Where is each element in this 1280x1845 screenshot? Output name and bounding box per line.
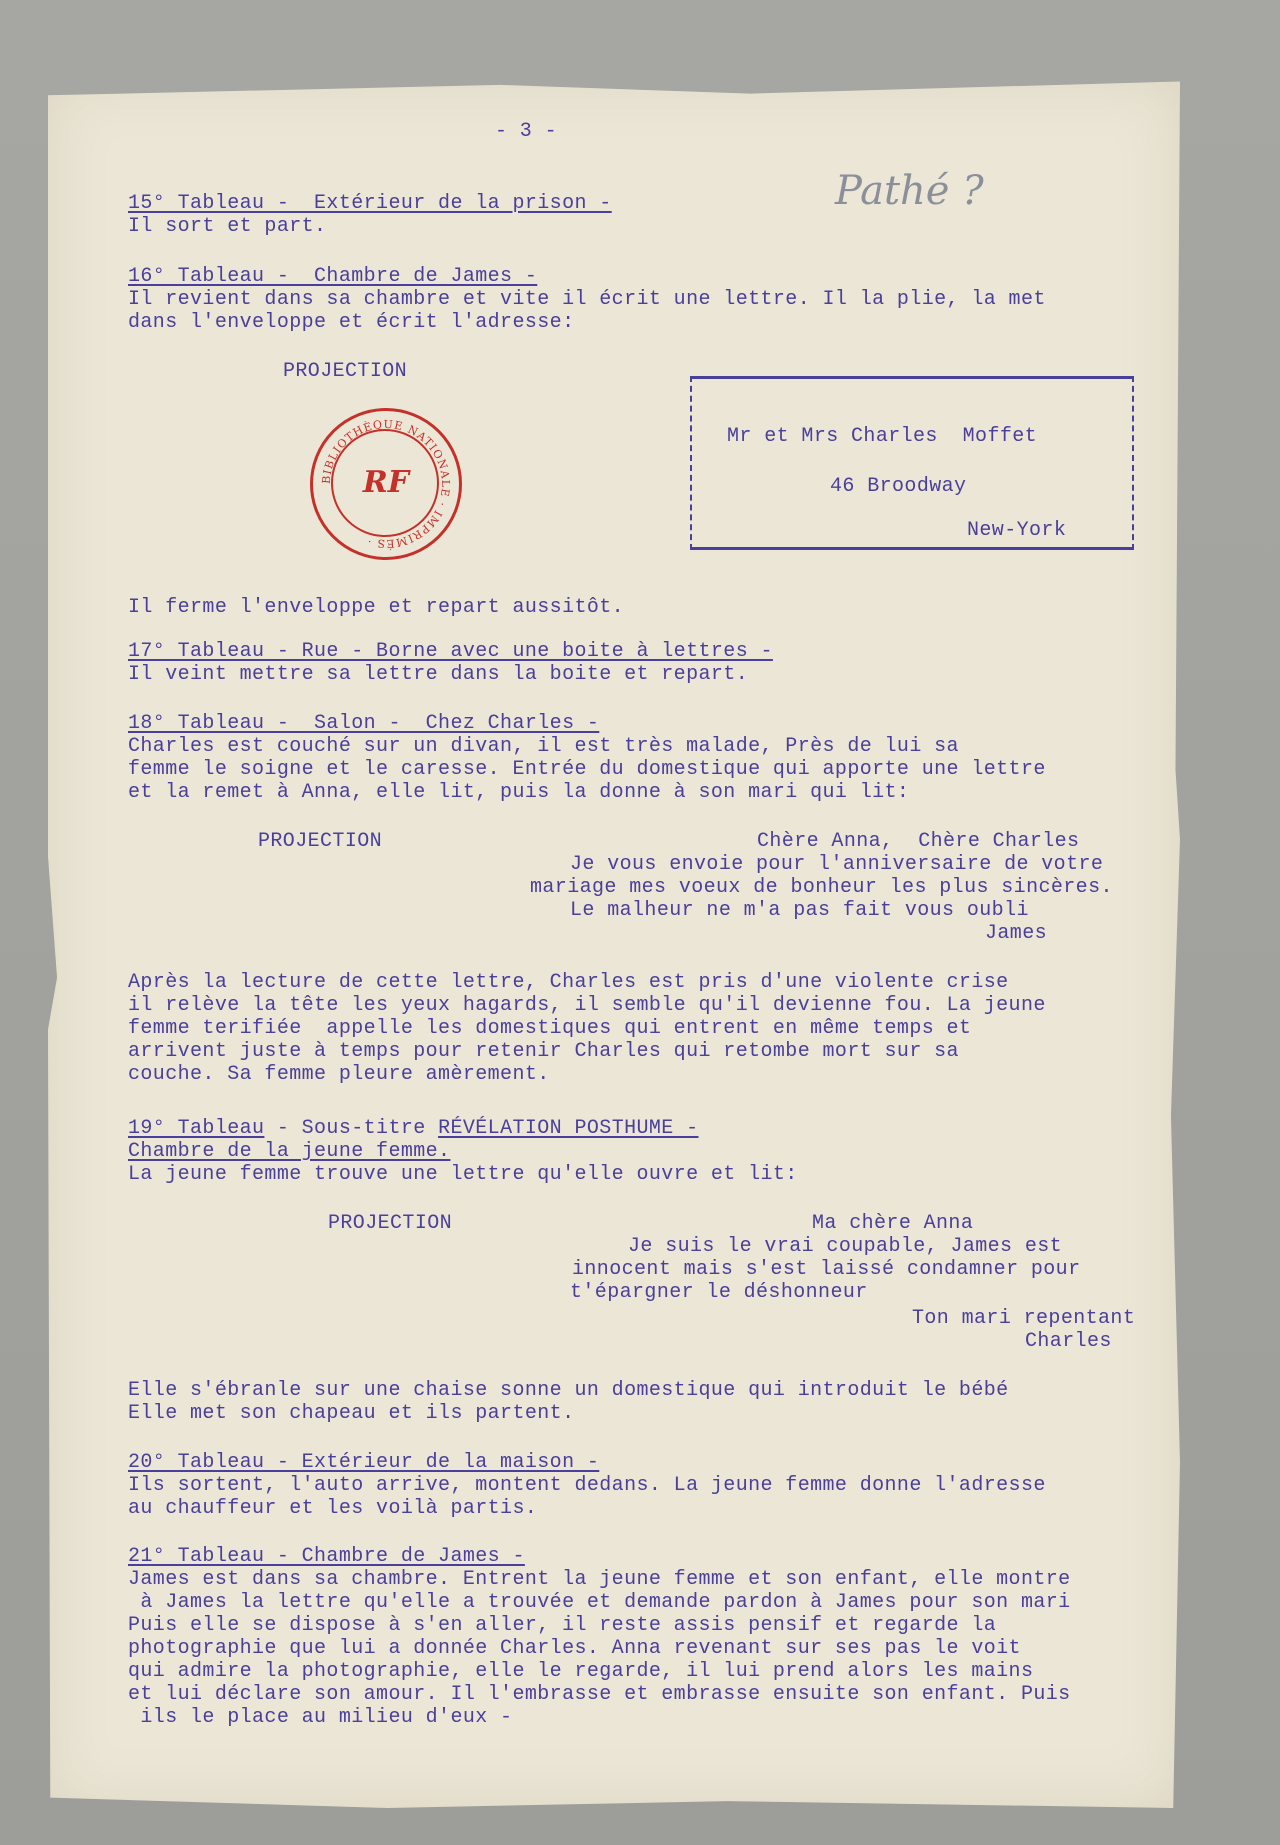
section-21-body-line: photographie que lui a donnée Charles. Anna revenant sur ses pas le voit	[128, 1637, 1021, 1660]
projection-label: PROJECTION	[328, 1212, 453, 1235]
library-stamp	[310, 408, 462, 560]
section-15-heading: 15° Tableau - Extérieur de la prison -	[128, 192, 612, 215]
section-16-body-line: dans l'enveloppe et écrit l'adresse:	[128, 311, 575, 334]
letter-line: innocent mais s'est laissé condamner pour	[572, 1258, 1081, 1281]
section-21-body-line: Puis elle se dispose à s'en aller, il reste assis pensif et regarde la	[128, 1614, 997, 1637]
section-20-heading: 20° Tableau - Extérieur de la maison -	[128, 1451, 600, 1474]
paragraph-line: Après la lecture de cette lettre, Charles est pris d'une violente crise	[128, 971, 1009, 994]
section-19-subtitle: RÉVÉLATION POSTHUME -	[438, 1117, 699, 1140]
section-19-heading-mid: - Sous-titre	[264, 1117, 439, 1140]
section-21-body-line: à James la lettre qu'elle a trouvée et demande pardon à James pour son mari	[128, 1591, 1071, 1614]
stamp-monogram: RF	[362, 465, 410, 500]
letter-signature: James	[985, 922, 1048, 945]
svg-text:BIBLIOTHÈQUE NATIONALE · IMPRI: BIBLIOTHÈQUE NATIONALE · IMPRIMÉS ·	[319, 417, 453, 551]
section-21-heading: 21° Tableau - Chambre de James -	[128, 1545, 525, 1568]
section-21-body-line: ils le place au milieu d'eux -	[128, 1706, 513, 1729]
address-line: New-York	[967, 519, 1067, 542]
letter-line: t'épargner le déshonneur	[570, 1281, 868, 1304]
address-line: 46 Broodway	[830, 475, 967, 498]
letter-line: Je suis le vrai coupable, James est	[628, 1235, 1063, 1258]
section-16-body-line: Il revient dans sa chambre et vite il écrit une lettre. Il la plie, la met	[128, 288, 1046, 311]
projection-label: PROJECTION	[258, 830, 383, 853]
section-18-heading: 18° Tableau - Salon - Chez Charles -	[128, 712, 600, 735]
section-19-heading-label: 19° Tableau	[128, 1117, 265, 1140]
page-number: - 3 -	[495, 120, 558, 143]
handwritten-note: Pathé ?	[835, 168, 984, 214]
section-20-body-line: au chauffeur et les voilà partis.	[128, 1497, 538, 1520]
section-21-body-line: James est dans sa chambre. Entrent la jeune femme et son enfant, elle montre	[128, 1568, 1071, 1591]
letter-signature: Charles	[1025, 1330, 1112, 1353]
section-19-subheading: Chambre de la jeune femme.	[128, 1140, 451, 1163]
address-line: Mr et Mrs Charles Moffet	[727, 425, 1038, 448]
section-19-heading	[128, 1117, 699, 1140]
paragraph-line: couche. Sa femme pleure amèrement.	[128, 1063, 550, 1086]
section-18-body-line: Charles est couché sur un divan, il est très malade, Près de lui sa	[128, 735, 959, 758]
section-16-heading: 16° Tableau - Chambre de James -	[128, 265, 538, 288]
paragraph-line: Elle s'ébranle sur une chaise sonne un domestique qui introduit le bébé	[128, 1379, 1009, 1402]
letter-line: Chère Anna, Chère Charles	[757, 830, 1080, 853]
paragraph-line: femme terifiée appelle les domestiques qui entrent en même temps et	[128, 1017, 972, 1040]
paragraph-line: arrivent juste à temps pour retenir Charles qui retombe mort sur sa	[128, 1040, 959, 1063]
section-15-body-line: Il sort et part.	[128, 215, 327, 238]
paragraph-line: Elle met son chapeau et ils partent.	[128, 1402, 575, 1425]
section-20-body-line: Ils sortent, l'auto arrive, montent dedans. La jeune femme donne l'adresse	[128, 1474, 1046, 1497]
section-18-body-line: et la remet à Anna, elle lit, puis la donne à son mari qui lit:	[128, 781, 910, 804]
projection-label: PROJECTION	[283, 360, 408, 383]
letter-line: Le malheur ne m'a pas fait vous oubli	[570, 899, 1029, 922]
section-17-body-line: Il veint mettre sa lettre dans la boite et repart.	[128, 663, 749, 686]
envelope-address-box	[690, 376, 1134, 550]
paragraph-line: il relève la tête les yeux hagards, il semble qu'il devienne fou. La jeune	[128, 994, 1046, 1017]
section-19-body-line: La jeune femme trouve une lettre qu'elle ouvre et lit:	[128, 1163, 798, 1186]
section-18-body-line: femme le soigne et le caresse. Entrée du domestique qui apporte une lettre	[128, 758, 1046, 781]
section-17-heading: 17° Tableau - Rue - Borne avec une boite à lettres -	[128, 640, 773, 663]
section-21-body-line: qui admire la photographie, elle le regarde, il lui prend alors les mains	[128, 1660, 1034, 1683]
letter-line: Ton mari repentant	[912, 1307, 1136, 1330]
section-21-body-line: et lui déclare son amour. Il l'embrasse et embrasse ensuite son enfant. Puis	[128, 1683, 1071, 1706]
letter-line: Ma chère Anna	[812, 1212, 974, 1235]
letter-line: Je vous envoie pour l'anniversaire de votre	[570, 853, 1104, 876]
paragraph-line: Il ferme l'enveloppe et repart aussitôt.	[128, 596, 625, 619]
letter-line: mariage mes voeux de bonheur les plus sincères.	[530, 876, 1113, 899]
